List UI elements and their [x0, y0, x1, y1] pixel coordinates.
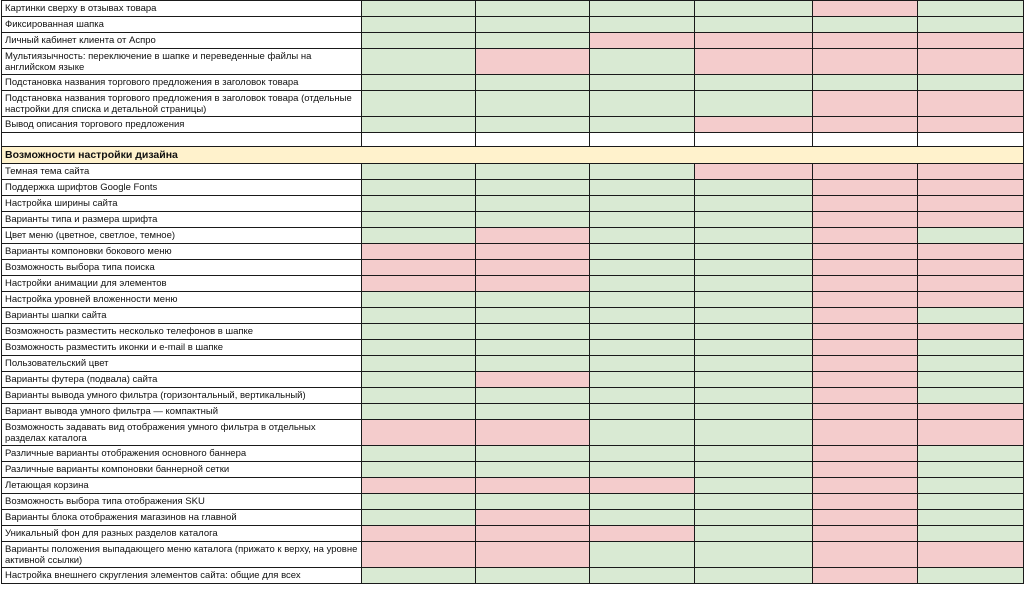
status-cell-red[interactable] — [918, 260, 1024, 276]
status-cell-green[interactable] — [362, 462, 476, 478]
status-cell-red[interactable] — [813, 446, 918, 462]
status-cell-green[interactable] — [476, 494, 590, 510]
feature-label-cell[interactable]: Варианты блока отображения магазинов на главной — [2, 510, 362, 526]
status-cell-green[interactable] — [918, 494, 1024, 510]
status-cell-green[interactable] — [362, 494, 476, 510]
status-cell-green[interactable] — [476, 75, 590, 91]
status-cell-red[interactable] — [813, 244, 918, 260]
status-cell-green[interactable] — [695, 196, 813, 212]
status-cell-empty[interactable] — [476, 133, 590, 147]
status-cell-green[interactable] — [590, 196, 695, 212]
status-cell-red[interactable] — [813, 568, 918, 584]
status-cell-green[interactable] — [476, 17, 590, 33]
status-cell-red[interactable] — [813, 308, 918, 324]
status-cell-red[interactable] — [813, 1, 918, 17]
table-row — [2, 1, 1024, 17]
feature-label-cell[interactable]: Настройка внешнего скругления элементов сайта: общие для всех — [2, 568, 362, 584]
status-cell-red[interactable] — [362, 542, 476, 568]
status-cell-green[interactable] — [813, 75, 918, 91]
status-cell-green[interactable] — [362, 17, 476, 33]
status-cell-green[interactable] — [695, 228, 813, 244]
feature-label-cell[interactable]: Фиксированная шапка — [2, 17, 362, 33]
status-cell-red[interactable] — [813, 260, 918, 276]
status-cell-red[interactable] — [918, 91, 1024, 117]
status-cell-green[interactable] — [695, 260, 813, 276]
feature-label-cell[interactable]: Варианты компоновки бокового меню — [2, 244, 362, 260]
feature-label-cell[interactable]: Поддержка шрифтов Google Fonts — [2, 180, 362, 196]
status-cell-green[interactable] — [362, 292, 476, 308]
status-cell-green[interactable] — [590, 420, 695, 446]
status-cell-red[interactable] — [813, 276, 918, 292]
status-cell-green[interactable] — [476, 180, 590, 196]
status-cell-red[interactable] — [813, 356, 918, 372]
status-cell-green[interactable] — [476, 388, 590, 404]
feature-label-cell[interactable]: Пользовательский цвет — [2, 356, 362, 372]
status-cell-red[interactable] — [476, 510, 590, 526]
status-cell-green[interactable] — [590, 568, 695, 584]
table-row — [2, 446, 1024, 462]
status-cell-green[interactable] — [590, 404, 695, 420]
status-cell-green[interactable] — [918, 568, 1024, 584]
status-cell-green[interactable] — [695, 404, 813, 420]
status-cell-green[interactable] — [695, 388, 813, 404]
status-cell-green[interactable] — [590, 510, 695, 526]
status-cell-green[interactable] — [695, 75, 813, 91]
status-cell-green[interactable] — [695, 462, 813, 478]
status-cell-red[interactable] — [813, 324, 918, 340]
feature-label-cell[interactable]: Возможность разместить несколько телефонов в шапке — [2, 324, 362, 340]
feature-label-cell[interactable]: Настройка уровней вложенности меню — [2, 292, 362, 308]
feature-label-cell[interactable]: Настройка ширины сайта — [2, 196, 362, 212]
status-cell-green[interactable] — [918, 372, 1024, 388]
status-cell-green[interactable] — [362, 404, 476, 420]
status-cell-green[interactable] — [590, 180, 695, 196]
status-cell-green[interactable] — [695, 356, 813, 372]
status-cell-red[interactable] — [813, 228, 918, 244]
status-cell-green[interactable] — [918, 356, 1024, 372]
status-cell-green[interactable] — [918, 388, 1024, 404]
status-cell-green[interactable] — [590, 324, 695, 340]
status-cell-red[interactable] — [918, 292, 1024, 308]
feature-label-cell[interactable]: Подстановка названия торгового предложения в заголовок товара — [2, 75, 362, 91]
status-cell-red[interactable] — [813, 91, 918, 117]
status-cell-red[interactable] — [813, 420, 918, 446]
status-cell-green[interactable] — [695, 1, 813, 17]
status-cell-empty[interactable] — [813, 133, 918, 147]
status-cell-red[interactable] — [918, 276, 1024, 292]
status-cell-green[interactable] — [695, 372, 813, 388]
status-cell-red[interactable] — [918, 542, 1024, 568]
status-cell-green[interactable] — [476, 164, 590, 180]
status-cell-green[interactable] — [695, 244, 813, 260]
status-cell-green[interactable] — [590, 542, 695, 568]
feature-label-cell[interactable]: Картинки сверху в отзывах товара — [2, 1, 362, 17]
table-row — [2, 372, 1024, 388]
status-cell-red[interactable] — [362, 478, 476, 494]
status-cell-green[interactable] — [695, 91, 813, 117]
status-cell-red[interactable] — [918, 404, 1024, 420]
feature-label-cell[interactable]: Варианты вывода умного фильтра (горизонтальный, вертикальный) — [2, 388, 362, 404]
status-cell-green[interactable] — [590, 292, 695, 308]
status-cell-red[interactable] — [918, 420, 1024, 446]
status-cell-green[interactable] — [918, 510, 1024, 526]
status-cell-green[interactable] — [476, 117, 590, 133]
table-row — [2, 17, 1024, 33]
status-cell-green[interactable] — [590, 228, 695, 244]
table-row — [2, 510, 1024, 526]
status-cell-green[interactable] — [590, 91, 695, 117]
feature-label-cell[interactable]: Варианты футера (подвала) сайта — [2, 372, 362, 388]
status-cell-green[interactable] — [695, 292, 813, 308]
status-cell-red[interactable] — [918, 244, 1024, 260]
table-row — [2, 494, 1024, 510]
status-cell-green[interactable] — [476, 446, 590, 462]
table-row — [2, 478, 1024, 494]
feature-label-cell[interactable]: Возможность выбора типа поиска — [2, 260, 362, 276]
status-cell-green[interactable] — [362, 196, 476, 212]
status-cell-green[interactable] — [695, 568, 813, 584]
status-cell-red[interactable] — [918, 33, 1024, 49]
status-cell-green[interactable] — [476, 356, 590, 372]
feature-label-cell[interactable]: Личный кабинет клиента от Аспро — [2, 33, 362, 49]
status-cell-green[interactable] — [695, 276, 813, 292]
status-cell-green[interactable] — [590, 462, 695, 478]
status-cell-green[interactable] — [476, 324, 590, 340]
table-row — [2, 164, 1024, 180]
status-cell-green[interactable] — [362, 1, 476, 17]
status-cell-green[interactable] — [918, 308, 1024, 324]
status-cell-green[interactable] — [695, 446, 813, 462]
status-cell-red[interactable] — [813, 196, 918, 212]
status-cell-red[interactable] — [813, 510, 918, 526]
status-cell-red[interactable] — [476, 260, 590, 276]
status-cell-red[interactable] — [918, 49, 1024, 75]
status-cell-red[interactable] — [918, 164, 1024, 180]
table-row — [2, 260, 1024, 276]
status-cell-green[interactable] — [362, 340, 476, 356]
status-cell-green[interactable] — [362, 75, 476, 91]
status-cell-green[interactable] — [362, 117, 476, 133]
feature-label-cell[interactable]: Варианты шапки сайта — [2, 308, 362, 324]
blank-row — [2, 133, 1024, 147]
status-cell-green[interactable] — [695, 494, 813, 510]
status-cell-red[interactable] — [813, 117, 918, 133]
status-cell-green[interactable] — [476, 1, 590, 17]
feature-label-cell[interactable]: Возможность выбора типа отображения SKU — [2, 494, 362, 510]
table-body — [2, 1, 1024, 584]
status-cell-red[interactable] — [813, 49, 918, 75]
status-cell-green[interactable] — [590, 244, 695, 260]
status-cell-green[interactable] — [590, 260, 695, 276]
status-cell-green[interactable] — [590, 494, 695, 510]
table-row — [2, 404, 1024, 420]
status-cell-green[interactable] — [590, 164, 695, 180]
feature-label-cell[interactable]: Различные варианты компоновки баннерной сетки — [2, 462, 362, 478]
status-cell-green[interactable] — [918, 462, 1024, 478]
status-cell-green[interactable] — [362, 388, 476, 404]
feature-label-cell[interactable]: Вывод описания торгового предложения — [2, 117, 362, 133]
feature-label-cell[interactable]: Темная тема сайта — [2, 164, 362, 180]
status-cell-green[interactable] — [362, 510, 476, 526]
table-row — [2, 244, 1024, 260]
table-row — [2, 180, 1024, 196]
status-cell-green[interactable] — [476, 340, 590, 356]
status-cell-red[interactable] — [476, 372, 590, 388]
status-cell-green[interactable] — [695, 420, 813, 446]
table-row — [2, 420, 1024, 446]
status-cell-empty[interactable] — [695, 133, 813, 147]
feature-label-cell[interactable]: Летающая корзина — [2, 478, 362, 494]
feature-label-cell[interactable] — [2, 133, 362, 147]
status-cell-green[interactable] — [362, 180, 476, 196]
feature-label-cell[interactable]: Цвет меню (цветное, светлое, темное) — [2, 228, 362, 244]
status-cell-green[interactable] — [695, 17, 813, 33]
status-cell-green[interactable] — [476, 568, 590, 584]
status-cell-green[interactable] — [590, 75, 695, 91]
status-cell-green[interactable] — [590, 340, 695, 356]
status-cell-red[interactable] — [813, 372, 918, 388]
status-cell-red[interactable] — [476, 244, 590, 260]
status-cell-green[interactable] — [695, 180, 813, 196]
status-cell-red[interactable] — [813, 478, 918, 494]
feature-label-cell[interactable]: Возможность задавать вид отображения умного фильтра в отдельных разделах каталога — [2, 420, 362, 446]
status-cell-red[interactable] — [695, 164, 813, 180]
status-cell-green[interactable] — [918, 340, 1024, 356]
status-cell-green[interactable] — [695, 510, 813, 526]
status-cell-green[interactable] — [590, 388, 695, 404]
feature-label-cell[interactable]: Уникальный фон для разных разделов каталога — [2, 526, 362, 542]
status-cell-green[interactable] — [476, 462, 590, 478]
table-row — [2, 212, 1024, 228]
status-cell-green[interactable] — [695, 308, 813, 324]
status-cell-green[interactable] — [362, 91, 476, 117]
status-cell-red[interactable] — [813, 542, 918, 568]
status-cell-green[interactable] — [590, 17, 695, 33]
status-cell-green[interactable] — [362, 446, 476, 462]
status-cell-green[interactable] — [476, 212, 590, 228]
feature-label-cell[interactable]: Мультиязычность: переключение в шапке и переведенные файлы на английском языке — [2, 49, 362, 75]
status-cell-red[interactable] — [695, 49, 813, 75]
status-cell-red[interactable] — [362, 276, 476, 292]
section-header-row — [2, 147, 1024, 164]
status-cell-green[interactable] — [362, 228, 476, 244]
table-row — [2, 568, 1024, 584]
table-row — [2, 49, 1024, 75]
status-cell-green[interactable] — [918, 228, 1024, 244]
feature-label-cell[interactable]: Вариант вывода умного фильтра — компактный — [2, 404, 362, 420]
status-cell-green[interactable] — [695, 526, 813, 542]
table-row — [2, 526, 1024, 542]
status-cell-red[interactable] — [476, 478, 590, 494]
table-row — [2, 276, 1024, 292]
status-cell-red[interactable] — [813, 292, 918, 308]
table-row — [2, 324, 1024, 340]
status-cell-red[interactable] — [476, 526, 590, 542]
feature-label-cell[interactable]: Различные варианты отображения основного баннера — [2, 446, 362, 462]
status-cell-green[interactable] — [813, 17, 918, 33]
status-cell-red[interactable] — [813, 462, 918, 478]
status-cell-red[interactable] — [476, 542, 590, 568]
table-row — [2, 308, 1024, 324]
status-cell-red[interactable] — [813, 212, 918, 228]
status-cell-red[interactable] — [813, 526, 918, 542]
table-row — [2, 462, 1024, 478]
status-cell-green[interactable] — [590, 276, 695, 292]
table-row — [2, 196, 1024, 212]
status-cell-green[interactable] — [590, 356, 695, 372]
status-cell-red[interactable] — [476, 49, 590, 75]
status-cell-red[interactable] — [918, 212, 1024, 228]
feature-label-cell[interactable]: Настройки анимации для элементов — [2, 276, 362, 292]
feature-label-cell[interactable]: Варианты положения выпадающего меню каталога (прижато к верху, на уровне активной ссылки) — [2, 542, 362, 568]
status-cell-empty[interactable] — [362, 133, 476, 147]
status-cell-green[interactable] — [695, 212, 813, 228]
status-cell-red[interactable] — [590, 33, 695, 49]
status-cell-red[interactable] — [813, 340, 918, 356]
status-cell-green[interactable] — [362, 568, 476, 584]
status-cell-green[interactable] — [476, 196, 590, 212]
status-cell-red[interactable] — [918, 180, 1024, 196]
table-row — [2, 388, 1024, 404]
status-cell-red[interactable] — [362, 244, 476, 260]
status-cell-red[interactable] — [813, 164, 918, 180]
status-cell-red[interactable] — [362, 420, 476, 446]
status-cell-red[interactable] — [590, 526, 695, 542]
status-cell-green[interactable] — [476, 404, 590, 420]
table-row — [2, 117, 1024, 133]
status-cell-green[interactable] — [362, 49, 476, 75]
status-cell-green[interactable] — [590, 446, 695, 462]
status-cell-green[interactable] — [476, 91, 590, 117]
status-cell-red[interactable] — [695, 117, 813, 133]
status-cell-red[interactable] — [813, 494, 918, 510]
status-cell-red[interactable] — [362, 526, 476, 542]
status-cell-green[interactable] — [695, 542, 813, 568]
table-row — [2, 340, 1024, 356]
status-cell-green[interactable] — [476, 33, 590, 49]
status-cell-green[interactable] — [918, 17, 1024, 33]
status-cell-red[interactable] — [476, 420, 590, 446]
status-cell-green[interactable] — [590, 372, 695, 388]
feature-comparison-table — [1, 0, 1024, 584]
status-cell-red[interactable] — [918, 117, 1024, 133]
status-cell-green[interactable] — [362, 356, 476, 372]
status-cell-red[interactable] — [590, 478, 695, 494]
status-cell-green[interactable] — [362, 372, 476, 388]
status-cell-red[interactable] — [476, 228, 590, 244]
status-cell-red[interactable] — [476, 276, 590, 292]
table-row — [2, 356, 1024, 372]
status-cell-empty[interactable] — [918, 133, 1024, 147]
status-cell-red[interactable] — [813, 180, 918, 196]
status-cell-red[interactable] — [362, 260, 476, 276]
feature-label-cell[interactable]: Подстановка названия торгового предложения в заголовок товара (отдельные настройки для списка и детальной страницы) — [2, 91, 362, 117]
status-cell-empty[interactable] — [590, 133, 695, 147]
status-cell-red[interactable] — [918, 324, 1024, 340]
feature-label-cell[interactable]: Возможность разместить иконки и e-mail в шапке — [2, 340, 362, 356]
status-cell-green[interactable] — [695, 478, 813, 494]
status-cell-green[interactable] — [695, 340, 813, 356]
status-cell-green[interactable] — [590, 1, 695, 17]
status-cell-red[interactable] — [813, 404, 918, 420]
status-cell-green[interactable] — [362, 324, 476, 340]
status-cell-green[interactable] — [590, 117, 695, 133]
status-cell-green[interactable] — [590, 308, 695, 324]
table-row — [2, 228, 1024, 244]
status-cell-green[interactable] — [476, 292, 590, 308]
status-cell-green[interactable] — [590, 212, 695, 228]
table-row — [2, 33, 1024, 49]
status-cell-green[interactable] — [362, 308, 476, 324]
status-cell-red[interactable] — [813, 33, 918, 49]
status-cell-green[interactable] — [918, 526, 1024, 542]
status-cell-green[interactable] — [918, 478, 1024, 494]
table-row — [2, 292, 1024, 308]
status-cell-green[interactable] — [362, 212, 476, 228]
status-cell-red[interactable] — [695, 33, 813, 49]
status-cell-green[interactable] — [590, 49, 695, 75]
status-cell-green[interactable] — [918, 446, 1024, 462]
table-row — [2, 91, 1024, 117]
status-cell-green[interactable] — [476, 308, 590, 324]
status-cell-green[interactable] — [695, 324, 813, 340]
status-cell-green[interactable] — [362, 33, 476, 49]
status-cell-green[interactable] — [918, 75, 1024, 91]
table-row — [2, 75, 1024, 91]
section-title[interactable]: Возможности настройки дизайна — [2, 147, 1024, 164]
status-cell-red[interactable] — [918, 196, 1024, 212]
feature-label-cell[interactable]: Варианты типа и размера шрифта — [2, 212, 362, 228]
status-cell-green[interactable] — [362, 164, 476, 180]
table-row — [2, 542, 1024, 568]
status-cell-red[interactable] — [813, 388, 918, 404]
status-cell-green[interactable] — [918, 1, 1024, 17]
